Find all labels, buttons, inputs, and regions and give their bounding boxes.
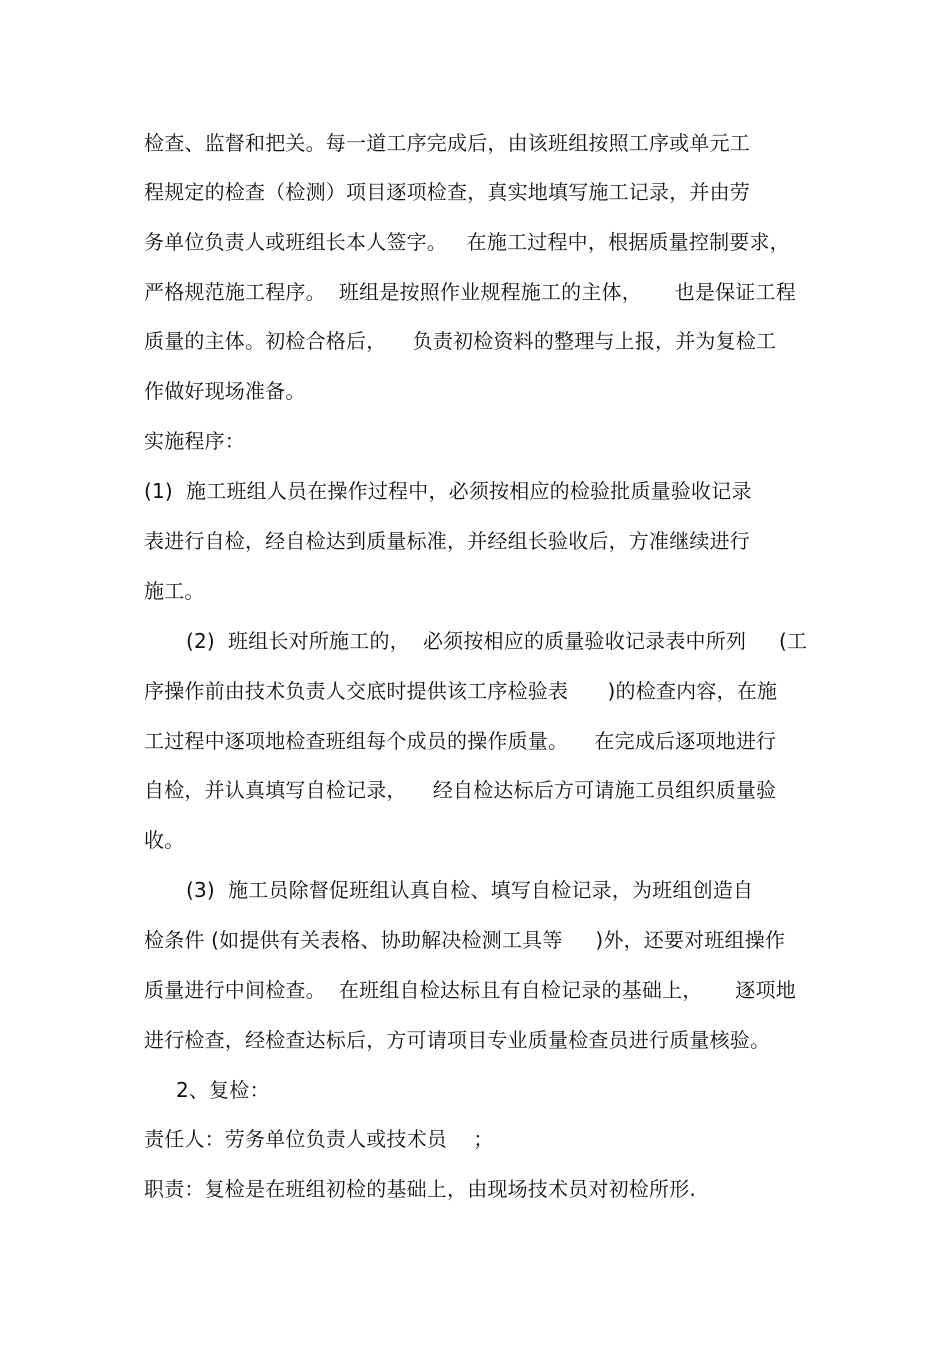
responsible-person-line: 责任人：劳务单位负责人或技术员 ； (144, 1127, 494, 1151)
section-heading: 实施程序： (144, 429, 245, 453)
text-line: 检条件 (如提供有关表格、协助解决检测工具等 )外，还要对班组操作 (144, 928, 786, 952)
text-line: 作做好现场准备。 (144, 379, 306, 403)
list-item-2-line: (2) 班组长对所施工的， 必须按相应的质量验收记录表中所列 (工 (186, 629, 808, 653)
list-item-1-line: (1) 施工班组人员在操作过程中，必须按相应的检验批质量验收记录 (144, 479, 752, 503)
section-heading-recheck: 2、复检： (176, 1078, 270, 1102)
text-line: 工过程中逐项地检查班组每个成员的操作质量。 在完成后逐项地进行 (144, 729, 777, 753)
text-line: 程规定的检查（检测）项目逐项检查，真实地填写施工记录，并由劳 (144, 180, 750, 204)
duties-line: 职责：复检是在班组初检的基础上，由现场技术员对初检所形. (144, 1177, 696, 1201)
text-line: 表进行自检，经自检达到质量标准，并经组长验收后，方准继续进行 (144, 529, 750, 553)
text-line: 收。 (144, 828, 185, 852)
text-line: 序操作前由技术负责人交底时提供该工序检验表 )的检查内容，在施 (144, 679, 778, 703)
text-line: 务单位负责人或班组长本人签字。 在施工过程中，根据质量控制要求， (144, 230, 790, 254)
list-item-3-line: (3) 施工员除督促班组认真自检、填写自检记录，为班组创造自 (186, 878, 754, 902)
text-line: 严格规范施工程序。 班组是按照作业规程施工的主体， 也是保证工程 (144, 280, 796, 304)
text-line: 质量进行中间检查。 在班组自检达标且有自检记录的基础上， 逐项地 (144, 978, 796, 1002)
text-line: 施工。 (144, 579, 205, 603)
text-line: 质量的主体。初检合格后， 负责初检资料的整理与上报，并为复检工 (144, 329, 777, 353)
text-line: 进行检查，经检查达标后，方可请项目专业质量检查员进行质量核验。 (144, 1028, 771, 1052)
text-line: 自检，并认真填写自检记录， 经自检达标后方可请施工员组织质量验 (144, 778, 777, 802)
text-line: 检查、监督和把关。每一道工序完成后，由该班组按照工序或单元工 (144, 131, 750, 155)
